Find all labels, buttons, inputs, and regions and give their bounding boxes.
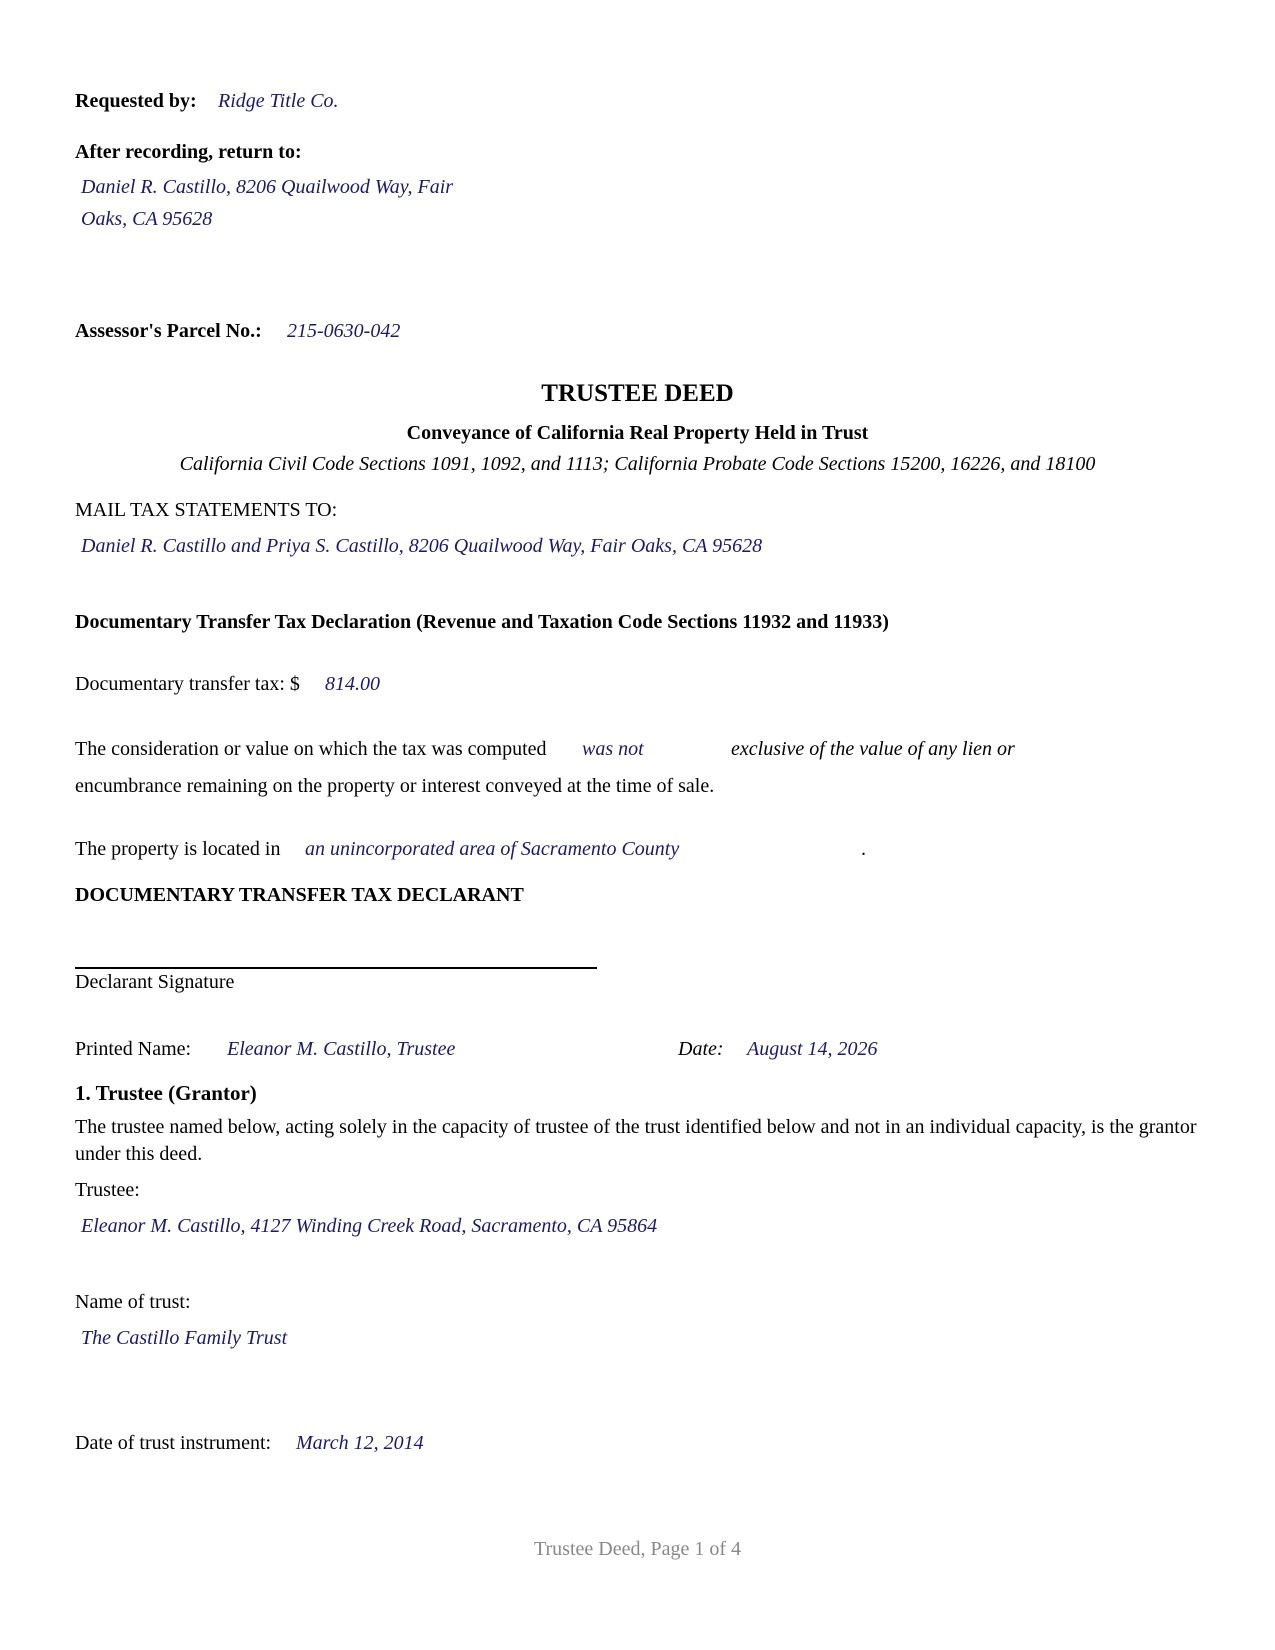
date-label: Date:: [678, 1038, 724, 1060]
trust-date-value: March 12, 2014: [296, 1432, 424, 1454]
consideration-prefix: The consideration or value on which the tax was computed: [75, 738, 547, 760]
mail-tax-value: Daniel R. Castillo and Priya S. Castillo, 8206 Quailwood Way, Fair Oaks, CA 95628: [81, 535, 763, 557]
section-1-heading: 1. Trustee (Grantor): [75, 1081, 257, 1105]
date-value: August 14, 2026: [747, 1038, 878, 1060]
trustee-label: Trustee:: [75, 1179, 140, 1201]
consideration-suffix: exclusive of the value of any lien or: [731, 738, 1015, 760]
return-to-label: After recording, return to:: [75, 141, 302, 163]
printed-name-value: Eleanor M. Castillo, Trustee: [227, 1038, 456, 1060]
document-subtitle: Conveyance of California Real Property Held in Trust: [406, 422, 869, 444]
requested-by-value: Ridge Title Co.: [218, 90, 339, 112]
transfer-tax-amount: 814.00: [325, 673, 380, 695]
trust-name-value: The Castillo Family Trust: [81, 1327, 288, 1349]
requested-by-label: Requested by:: [75, 90, 197, 112]
location-value: an unincorporated area of Sacramento County: [305, 838, 680, 860]
mail-tax-label: MAIL TAX STATEMENTS TO:: [75, 499, 338, 521]
printed-name-label: Printed Name:: [75, 1038, 192, 1060]
apn-label: Assessor's Parcel No.:: [75, 320, 262, 342]
page-footer: Trustee Deed, Page 1 of 4: [533, 1538, 741, 1560]
consideration-line2: encumbrance remaining on the property or interest conveyed at the time of sale.: [75, 775, 715, 797]
transfer-tax-heading: Documentary Transfer Tax Declaration (Revenue and Taxation Code Sections 11932 and 11933): [75, 611, 889, 633]
declarant-heading: DOCUMENTARY TRANSFER TAX DECLARANT: [75, 884, 524, 906]
return-to-line1: Daniel R. Castillo, 8206 Quailwood Way, Fair: [81, 176, 454, 198]
trustee-value: Eleanor M. Castillo, 4127 Winding Creek Road, Sacramento, CA 95864: [81, 1215, 658, 1237]
transfer-tax-label: Documentary transfer tax: $: [75, 673, 300, 695]
consideration-value: was not: [582, 738, 644, 760]
return-to-line2: Oaks, CA 95628: [81, 208, 213, 230]
location-prefix: The property is located in: [75, 838, 281, 860]
trust-date-label: Date of trust instrument:: [75, 1432, 272, 1454]
trust-name-label: Name of trust:: [75, 1291, 191, 1313]
signature-label: Declarant Signature: [75, 971, 235, 993]
document-title: TRUSTEE DEED: [541, 380, 734, 407]
section-1-paragraph: The trustee named below, acting solely in the capacity of trustee of the trust identified below and not in an individual capacity, is the grantor under this deed.: [75, 1116, 1197, 1165]
statute-citation: California Civil Code Sections 1091, 1092, and 1113; California Probate Code Sections 15200, 16226, and 18100: [179, 453, 1096, 475]
location-period: .: [861, 838, 866, 860]
apn-value: 215-0630-042: [287, 320, 401, 342]
signature-line: [75, 967, 597, 969]
